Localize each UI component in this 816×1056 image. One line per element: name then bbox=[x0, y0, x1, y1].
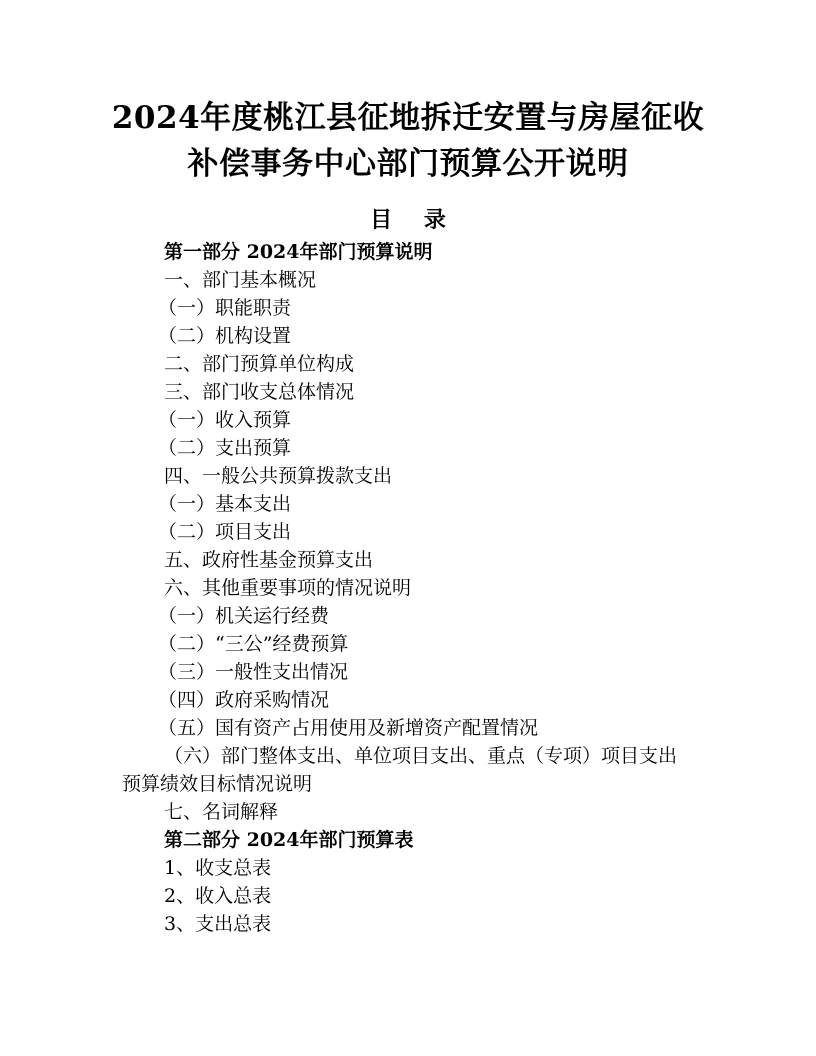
toc-item: 一、部门基本概况 bbox=[164, 269, 317, 291]
toc-item: （一）收入预算 bbox=[158, 409, 292, 431]
toc-item: （四）政府采购情况 bbox=[158, 689, 330, 711]
toc-item: （三）一般性支出情况 bbox=[158, 661, 349, 683]
toc-item: 二、部门预算单位构成 bbox=[164, 353, 355, 375]
toc-item: 三、部门收支总体情况 bbox=[164, 381, 355, 403]
toc-item: 3、支出总表 bbox=[164, 913, 272, 935]
toc-item: （二）项目支出 bbox=[158, 521, 292, 543]
toc-item: （六）部门整体支出、单位项目支出、重点（专项）项目支出预算绩效目标情况说明 bbox=[122, 745, 678, 795]
document-title-line-1: 2024年度桃江县征地拆迁安置与房屋征收 bbox=[111, 100, 705, 136]
toc-item: （一）机关运行经费 bbox=[158, 605, 330, 627]
document-title-line-2: 补偿事务中心部门预算公开说明 bbox=[187, 146, 629, 182]
toc-item: 1、收支总表 bbox=[164, 857, 272, 879]
toc-item: （一）职能职责 bbox=[158, 297, 292, 319]
toc-part-2: 第二部分 2024年部门预算表 bbox=[164, 829, 414, 851]
toc-item: （二）机构设置 bbox=[158, 325, 292, 347]
toc-item: 2、收入总表 bbox=[164, 885, 272, 907]
toc-item: 五、政府性基金预算支出 bbox=[164, 549, 374, 571]
toc-item: （一）基本支出 bbox=[158, 493, 292, 515]
toc-item: （五）国有资产占用使用及新增资产配置情况 bbox=[158, 717, 539, 739]
table-of-contents bbox=[122, 238, 682, 938]
toc-part-1: 第一部分 2024年部门预算说明 bbox=[164, 241, 433, 263]
toc-item: 七、名词解释 bbox=[164, 801, 279, 823]
toc-item: 六、其他重要事项的情况说明 bbox=[164, 577, 412, 599]
toc-item: （二）“三公”经费预算 bbox=[158, 633, 349, 655]
toc-heading: 目 录 bbox=[370, 207, 458, 233]
toc-item: 四、一般公共预算拨款支出 bbox=[164, 465, 393, 487]
toc-item: （二）支出预算 bbox=[158, 437, 292, 459]
